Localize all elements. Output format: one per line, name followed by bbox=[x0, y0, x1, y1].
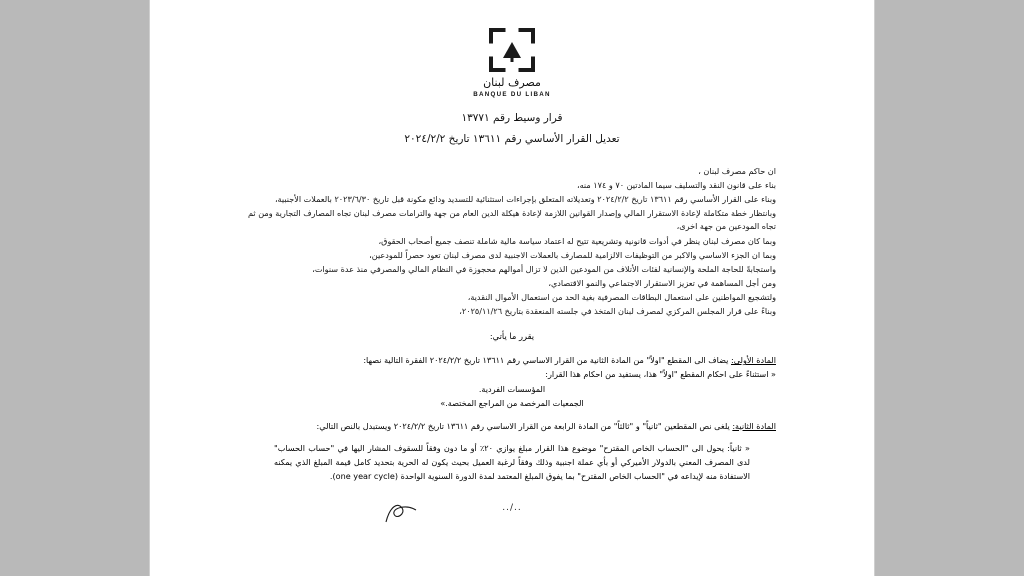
document-page bbox=[150, 0, 874, 576]
preamble-line: واستجابةً للحاجة الملحة والإنسانية لفئات الأتلاف من المودعين الذين لا تزال أموالهم محجوزة في النظام المالي والمصرفي منذ عدة سنوات، bbox=[312, 263, 776, 274]
quoted-clause bbox=[228, 442, 796, 484]
decision-line: يقرر ما يأتي: bbox=[489, 331, 535, 342]
article-two-text: يلغى نص المقطعين "ثانياً" و "ثالثاً" من المادة الرابعة من القرار الاساسي رقم ١٣٦١١ تاريخ ٢٠٢٤/٢/٢ ويستبدل بالنص التالي: bbox=[316, 420, 733, 431]
article-one bbox=[228, 354, 796, 409]
article-one-sub: « استثناءً على احكام المقطع "اولاً" هذا، يستفيد من احكام هذا القرار: bbox=[545, 369, 776, 380]
preamble-line: ومن أجل المساهمة في تعزيز الاستقرار الاجتماعي والنمو الاقتصادي، bbox=[548, 277, 776, 288]
preamble bbox=[228, 165, 796, 318]
signature-mark bbox=[382, 500, 422, 526]
preamble-line: ولتشجيع المواطنين على استعمال البطاقات المصرفية بغية الحد من استعمال الأموال النقدية، bbox=[467, 291, 776, 302]
article-one-lead: المادة الأولى: bbox=[731, 355, 776, 366]
list-item: الجمعيات المرخصة من المراجع المختصة.» bbox=[440, 397, 584, 408]
preamble-line: وبما ان الجزء الاساسي والاكبر من التوظيفات الالزامية للمصارف بالعملات الاجنبية لدى مصرف لبنان تعود حصراً للمودعين، bbox=[369, 249, 776, 260]
preamble-line: وبناء على القرار الأساسي رقم ١٣٦١١ تاريخ ٢٠٢٤/٢/٢ وتعديلاته المتعلق بإجراءات استثنائية للتسديد ودائع مكونة قبل تاريخ ٢٠٢٣/٦/٣٠ بالعملات الأجنبية، bbox=[274, 194, 776, 205]
article-two bbox=[228, 420, 796, 433]
preamble-line: ان حاكم مصرف لبنان ، bbox=[698, 166, 776, 176]
article-two-lead: المادة الثانية: bbox=[732, 420, 776, 431]
document-subtitle: تعديل القرار الأساسي رقم ١٣٦١١ تاريخ ٢٠٢٤/٢/٢ bbox=[404, 133, 620, 145]
logo-english-name: BANQUE DU LIBAN bbox=[473, 91, 551, 98]
logo-arabic-name: مصرف لبنان bbox=[483, 76, 541, 89]
document-title: قرار وسيط رقم ١٣٧٧١ bbox=[461, 112, 563, 124]
preamble-line: وبانتظار خطة متكاملة لإعادة الاستقرار المالي وإصدار القوانين اللازمة لإعادة هيكلة الدين العام من جهة والترامات مصرف لبنان تجاه المصارف التجارية ومن ثم تجاه المودعين من جهة اخرى، bbox=[248, 208, 776, 232]
article-one-bullets bbox=[248, 383, 776, 409]
page-continuation-mark: ../.. bbox=[502, 503, 522, 514]
bank-logo bbox=[228, 28, 796, 98]
preamble-line: وبناءً على قرار المجلس المركزي لمصرف لبنان المتخذ في جلسته المنعقدة بتاريخ ٢٠٢٥/١١/٢٦، bbox=[459, 306, 776, 317]
article-one-text: يضاف الى المقطع "اولاً" من المادة الثانية من القرار الاساسي رقم ١٣٦١١ تاريخ ٢٠٢٤/٢/٢ الفقرة التالية نصها: bbox=[363, 355, 731, 366]
list-item: المؤسسات الفردية. bbox=[478, 384, 546, 395]
preamble-line: وبما كان مصرف لبنان ينظر في أدوات قانونية وتشريعية تتيح له اعتماد سياسة مالية شاملة تنصف جميع أصحاب الحقوق، bbox=[378, 235, 776, 246]
banque-du-liban-cedar-logo-icon bbox=[489, 28, 535, 72]
quoted-clause-text: « ثانياً: يحول الى "الحساب الخاص المقترح" موضوع هذا القرار مبلغ يوازي ٢٠٪ أو ما دون وفقاً للسقوف المشار اليها في "حساب الحساب" لدى المصرف المعني بالدولار الأميركي أو بأي عملة اجنبية وذلك وفقاً لرغبة العميل بحيث يكون له الحرية بتحديد كامل قيمة المبلغ الذي يمكنه الاستفادة منه لإيداعه في "الحساب الخاص المقترح" بما يفوق المبلغ المعتمد لمدة الدورة السنوية الواحدة (one year cycle). bbox=[274, 442, 750, 481]
preamble-line: بناء على قانون النقد والتسليف سيما المادتين ٧٠ و ١٧٤ منه، bbox=[576, 180, 776, 191]
